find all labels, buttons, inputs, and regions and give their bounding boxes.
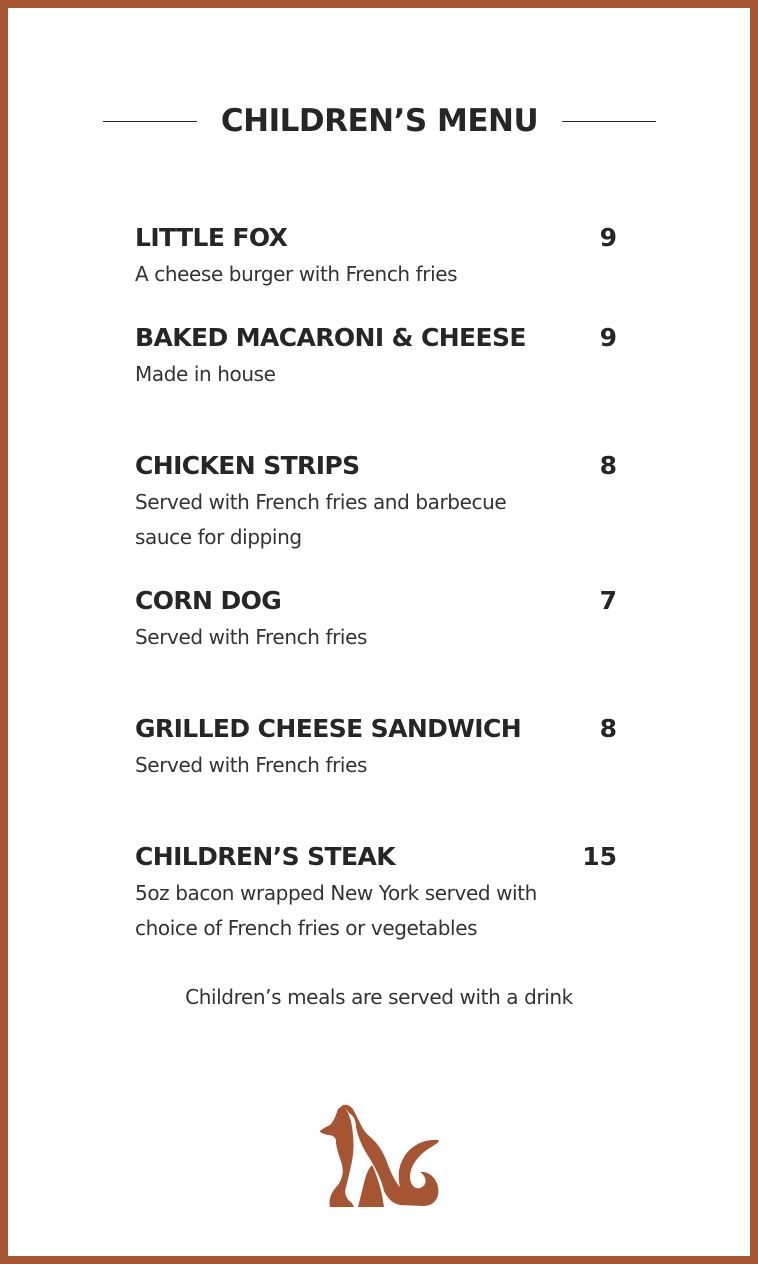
menu-title: CHILDREN’S MENU — [220, 103, 539, 139]
item-description: Served with French fries and barbecue sauce for dipping — [135, 490, 507, 549]
item-description: A cheese burger with French fries — [135, 262, 458, 286]
item-description: 5oz bacon wrapped New York served with choice of French fries or vegetables — [135, 881, 537, 940]
title-divider-right — [562, 121, 656, 122]
item-price: 15 — [582, 842, 617, 871]
item-name: LITTLE FOX — [135, 223, 288, 252]
title-divider-left — [103, 121, 197, 122]
menu-footnote: Children’s meals are served with a drink — [185, 985, 573, 1009]
item-name: CHICKEN STRIPS — [135, 451, 360, 480]
menu-header — [8, 100, 750, 142]
item-price: 9 — [599, 323, 617, 352]
item-name: CHILDREN’S STEAK — [135, 842, 395, 871]
item-name: GRILLED CHEESE SANDWICH — [135, 714, 522, 743]
fox-icon — [318, 1103, 440, 1208]
item-description: Served with French fries — [135, 753, 367, 777]
item-description: Served with French fries — [135, 625, 367, 649]
item-name: BAKED MACARONI & CHEESE — [135, 323, 526, 352]
item-price: 8 — [599, 451, 617, 480]
item-price: 7 — [599, 586, 617, 615]
item-name: CORN DOG — [135, 586, 282, 615]
item-description: Made in house — [135, 362, 276, 386]
item-price: 8 — [599, 714, 617, 743]
item-price: 9 — [599, 223, 617, 252]
